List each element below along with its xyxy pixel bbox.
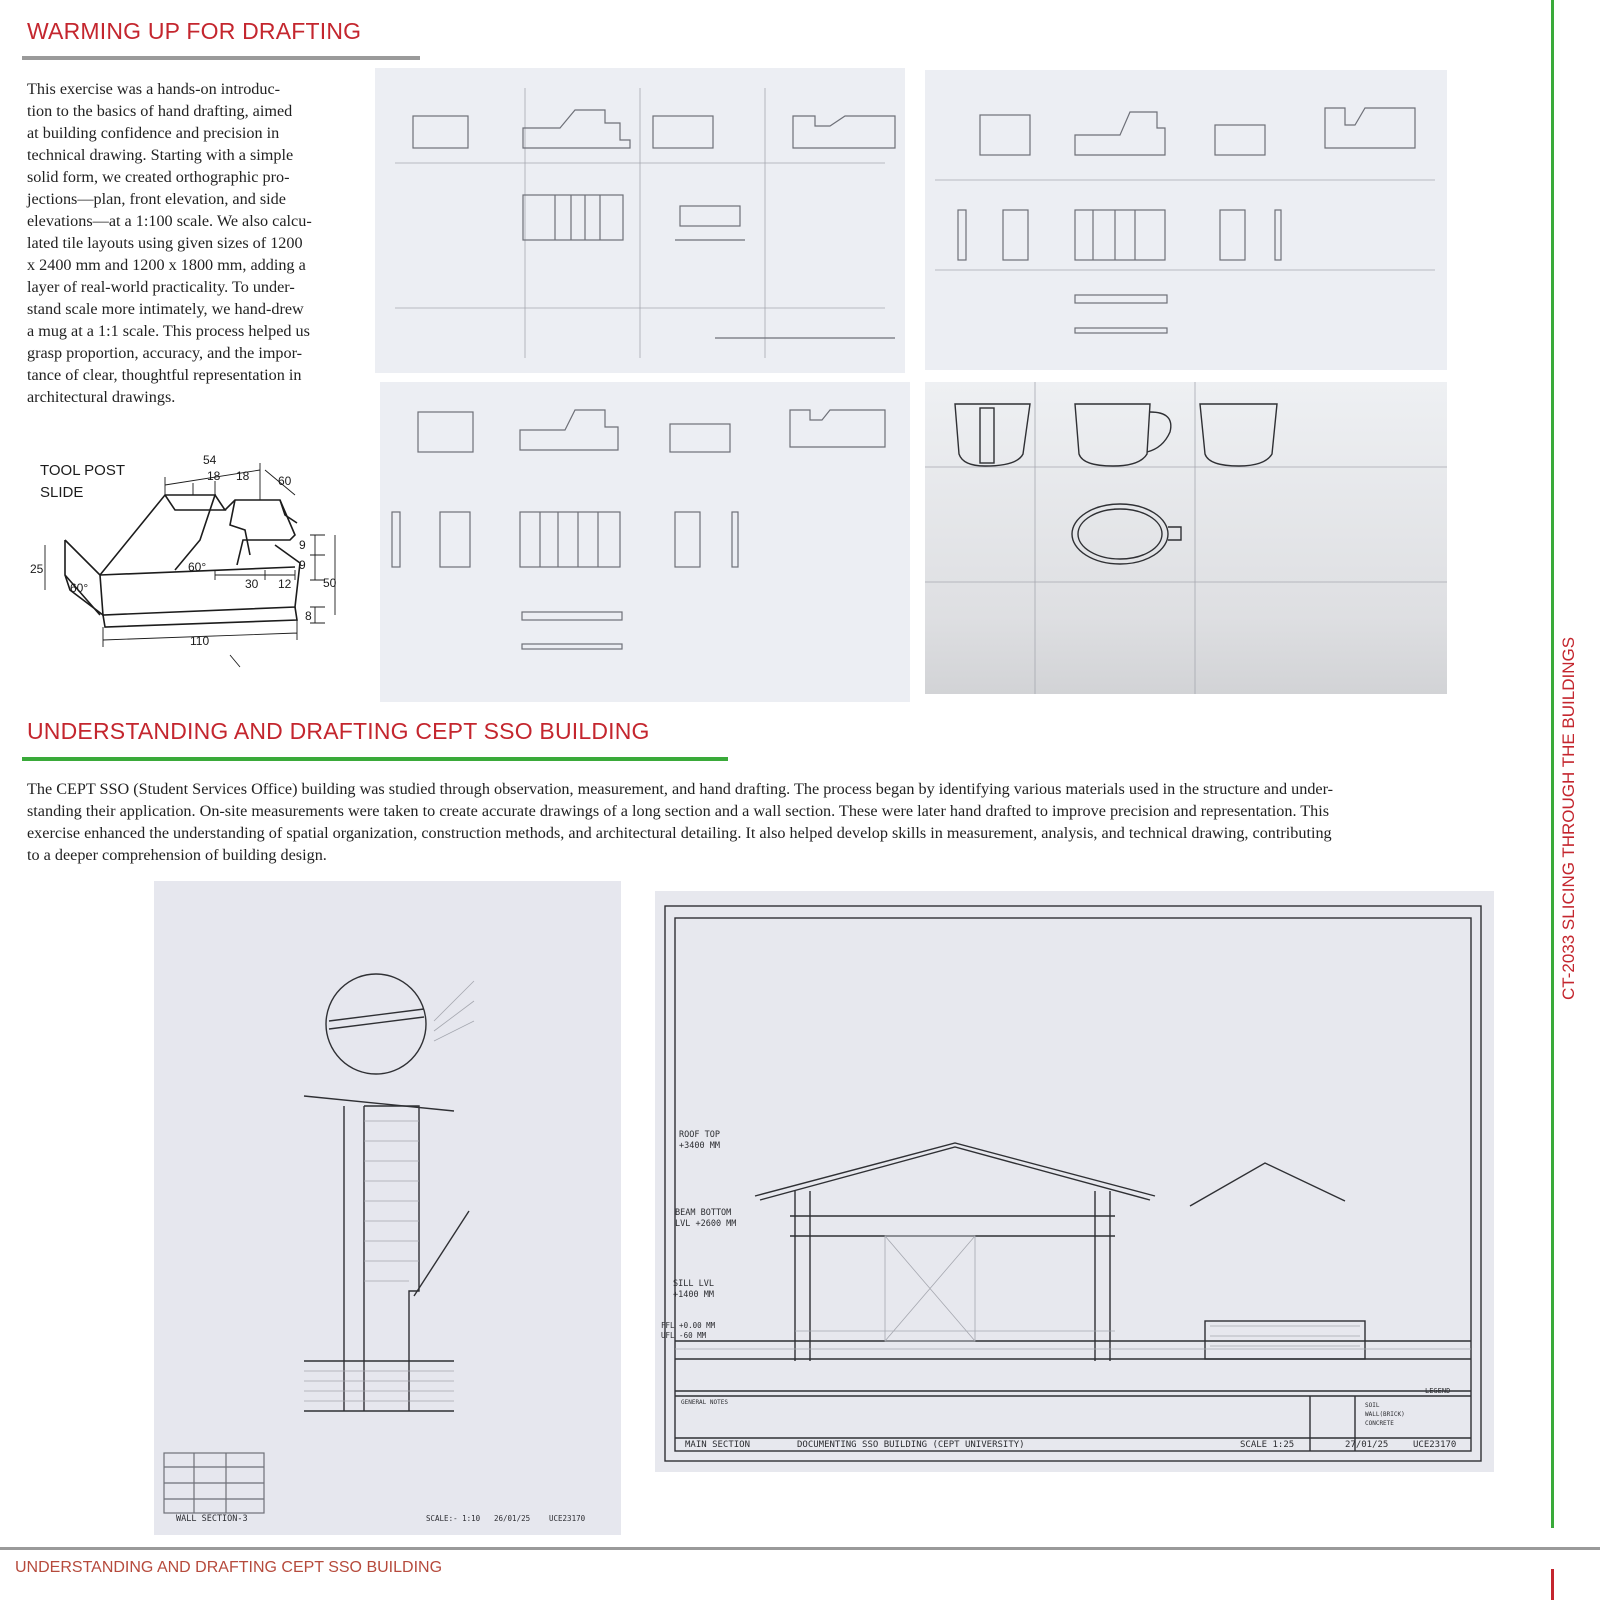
paragraph-line: exercise enhanced the understanding of spatial organization, construction methods, and architectural detailing. It also helped develop skills in measurement, analysis, and technical drawing, contributing [27, 824, 1332, 842]
legend-items [1365, 1401, 1405, 1428]
paragraph-line: tance of clear, thoughtful representation in [27, 366, 302, 384]
legend-heading: LEGEND [1425, 1387, 1451, 1395]
dim-9a: 9 [299, 538, 306, 552]
paragraph-line: at building confidence and precision in [27, 124, 280, 142]
paragraph-line: stand scale more intimately, we hand-drew [27, 300, 304, 318]
paragraph-line: tion to the basics of hand drafting, aimed [27, 102, 293, 120]
paragraph-line: layer of real-world practicality. To under- [27, 278, 295, 296]
beam-bottom-text: BEAM BOTTOM [675, 1208, 732, 1218]
main-section-title: MAIN SECTION [685, 1440, 751, 1450]
general-notes-heading: GENERAL NOTES [681, 1399, 728, 1406]
footer-rule [0, 1547, 1600, 1550]
wall-section-id: UCE23170 [549, 1514, 586, 1523]
paragraph-line: standing their application. On-site measurements were taken to create accurate drawings of a long section and a wall section. These were later hand drafted to improve precision and representation. This [27, 802, 1330, 820]
roof-top-level: +3400 MM [679, 1141, 720, 1151]
paragraph-line: technical drawing. Starting with a simple [27, 146, 294, 164]
paragraph-line: jections—plan, front elevation, and side [27, 190, 286, 208]
wall-section-sheet [154, 881, 621, 1535]
dim-18b: 18 [236, 469, 250, 483]
tool-post-label-2: SLIDE [40, 484, 84, 501]
main-section-date: 27/01/25 [1345, 1440, 1389, 1450]
beam-bottom-label [675, 1208, 736, 1230]
legend-soil: SOIL [1365, 1402, 1380, 1409]
title-underline-green [22, 757, 728, 761]
drafting-sheet-mug [925, 382, 1447, 694]
footer-red-marker [1551, 1569, 1554, 1600]
paragraph-line: This exercise was a hands-on introduc- [27, 80, 281, 98]
dim-60deg-b: 60° [70, 581, 89, 595]
paragraph-line: solid form, we created orthographic pro- [27, 168, 290, 186]
dim-12: 12 [278, 577, 292, 591]
footer-title: UNDERSTANDING AND DRAFTING CEPT SSO BUILDING [15, 1559, 443, 1576]
paragraph-line: elevations—at a 1:100 scale. We also calcu- [27, 212, 312, 230]
title-underline-grey [22, 56, 420, 60]
paragraph-line: grasp proportion, accuracy, and the impor- [27, 344, 303, 362]
dim-110: 110 [190, 634, 210, 648]
floor-level-labels [661, 1321, 715, 1341]
cept-sso-paragraph [27, 778, 1517, 866]
drafting-sheet-orthographic-1 [375, 68, 905, 373]
main-section-id: UCE23170 [1413, 1440, 1457, 1450]
section-title-warming-up: WARMING UP FOR DRAFTING [27, 18, 362, 44]
dim-60deg-a: 60° [188, 560, 207, 574]
beam-bottom-level: LVL +2600 MM [675, 1219, 737, 1229]
paragraph-line: The CEPT SSO (Student Services Office) building was studied through observation, measurement, and hand drafting. The process began by identifying various materials used in the structure and under- [27, 780, 1334, 798]
sill-level-label [673, 1279, 714, 1301]
tool-post-slide-drawing [25, 455, 345, 685]
wall-section-scale: SCALE:- 1:10 [426, 1514, 481, 1523]
right-green-rule [1551, 0, 1554, 1528]
dim-9b: 9 [299, 558, 306, 572]
roof-top-label [679, 1130, 720, 1152]
paragraph-line: lated tile layouts using given sizes of 1200 [27, 234, 303, 252]
main-section-sheet [655, 891, 1494, 1472]
legend-wall: WALL(BRICK) [1365, 1411, 1405, 1418]
dim-54: 54 [203, 455, 217, 467]
dim-50: 50 [323, 576, 337, 590]
drafting-sheet-orthographic-2 [925, 70, 1447, 370]
sill-level-value: +1400 MM [673, 1290, 714, 1300]
wall-section-date: 26/01/25 [494, 1514, 531, 1523]
dim-8: 8 [305, 609, 312, 623]
paragraph-line: a mug at a 1:1 scale. This process helped us [27, 322, 310, 340]
roof-top-text: ROOF TOP [679, 1130, 720, 1140]
paragraph-line: x 2400 mm and 1200 x 1800 mm, adding a [27, 256, 306, 274]
ufl-text: UFL -60 MM [661, 1331, 707, 1340]
legend-concrete: CONCRETE [1365, 1420, 1394, 1427]
wall-section-title: WALL SECTION-3 [176, 1514, 248, 1524]
dim-18a: 18 [207, 469, 221, 483]
warming-up-paragraph [27, 78, 357, 408]
main-section-scale: SCALE 1:25 [1240, 1440, 1295, 1450]
paragraph-line: architectural drawings. [27, 388, 176, 406]
dim-25: 25 [30, 562, 44, 576]
section-title-cept-sso: UNDERSTANDING AND DRAFTING CEPT SSO BUILDING [27, 718, 650, 744]
paragraph-line: to a deeper comprehension of building design. [27, 846, 327, 864]
drafting-sheet-orthographic-3 [380, 382, 910, 702]
dim-30: 30 [245, 577, 259, 591]
dim-60: 60 [278, 474, 292, 488]
tool-post-label-1: TOOL POST [40, 462, 126, 479]
ffl-text: FFL +0.00 MM [661, 1321, 716, 1330]
sill-level-text: SILL LVL [673, 1279, 714, 1289]
side-course-title: CT-2033 SLICING THROUGH THE BUILDINGS [1559, 636, 1578, 1000]
main-section-project: DOCUMENTING SSO BUILDING (CEPT UNIVERSITY) [797, 1440, 1025, 1450]
